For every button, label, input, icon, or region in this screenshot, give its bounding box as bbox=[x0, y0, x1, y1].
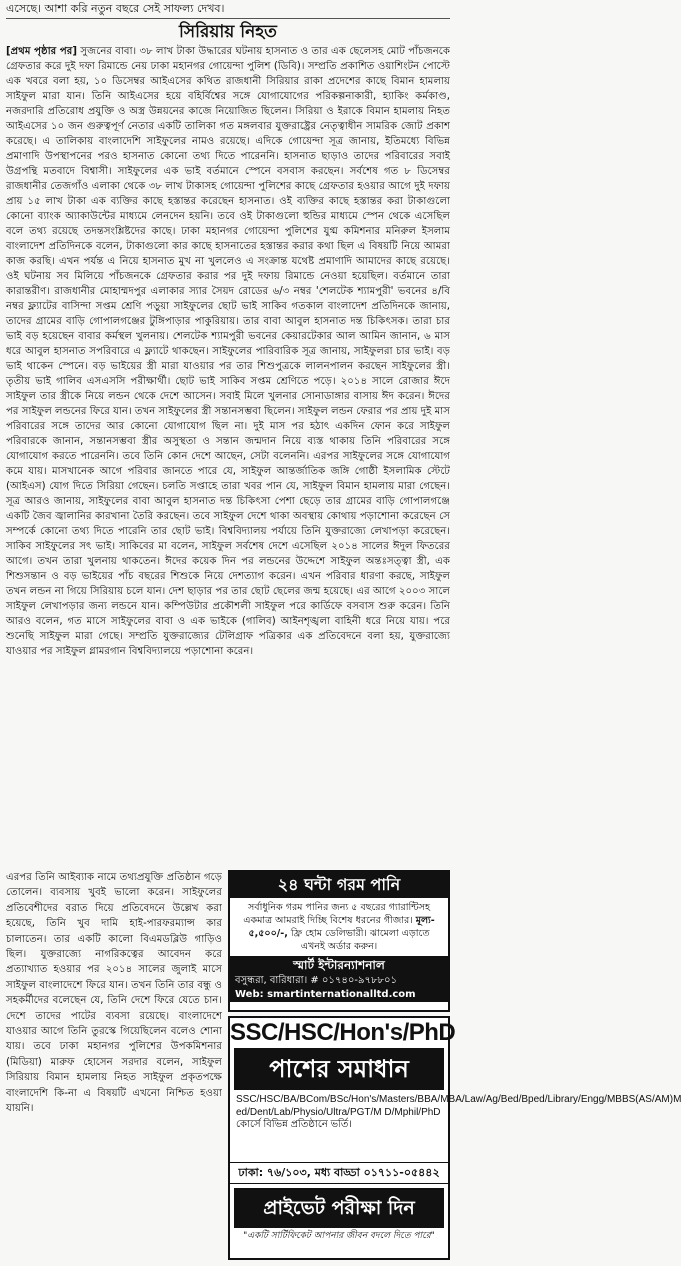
exam-ad-phone: ঢাকা: ৭৬/১০৩, মধ্য বাড্ডা ০১৭১১-০৫৪৪২ bbox=[230, 1162, 448, 1184]
ad-description bbox=[230, 898, 448, 956]
exam-ad-courses: SSC/HSC/BA/BCom/BSc/Hon's/Masters/BBA/MBA/Law/Ag/Bed/Bped/Library/Engg/MBBS(AS/AM)M ed/Dent/Lab/Physio/Ultra/PGT/M D/Mphil/PhD কোর্সে বিভিন্ন প্রতিষ্ঠানে ভর্তি। bbox=[236, 1094, 681, 1130]
ad-line-1: সর্বাধুনিক গরম পানির জন্য ৫ বছরের গ্যারান্টিসহ একমাত্র আমরাই দিচ্ছি বিশেষ ধরনের গীজার। bbox=[243, 902, 430, 926]
ad-address-phone: বসুন্ধরা, বারিধারা। # ০১৭৪০-৯৭৮৮০১ bbox=[230, 974, 448, 988]
article-paragraph-2: এরপর তিনি আইব্যাক নামে তথ্যপ্রযুক্তি প্রতিষ্ঠান গড়ে তোলেন। ব্যবসায় খুবই ভালো করেন। সাইফুলের প্রতিবেশীদের বরাত দিয়ে প্রতিবেদনে উল্লেখ করা হয়েছে, তিনি খুব দামি হাই-পারফরম্যান্স কার চালাতেন। তার একটি কালো বিএমডব্লিউ গাড়িও ছিল। যুক্তরাজ্যে নাগরিকত্বের আবেদন করে প্রত্যাখ্যাত হওয়ার পর ২০১৪ সালের জুলাই মাসে সাইফুল বাংলাদেশে ফিরে যান। তখন তিনি তার বন্ধু ও সহকর্মীদের বলেছেন যে, তিনি দেশে ফিরে যেতে চান। দেশে তাদের পাটের ব্যবসা রয়েছে। বাংলাদেশে যাওয়ার আগে তিনি তুরস্কে গিয়েছিলেন বলেও শোনা যায়। তবে ঢাকা মহানগর পুলিশের উপকমিশনার (মিডিয়া) মারুফ হোসেন সরদার বলেন, সাইফুল সিরিয়ায় বিমান হামলায় নিহত সাইফুল প্রকৃতপক্ষে বাংলাদেশি কি-না এ বিষয়টি এখনো নিশ্চিত হওয়া যায়নি। bbox=[6, 872, 222, 1115]
article-column bbox=[6, 870, 222, 1260]
article-body bbox=[6, 44, 450, 870]
exam-ad-slogan: "একটি সার্টিফিকেট আপনার জীবন বদলে দিতে পারে" bbox=[243, 1231, 435, 1241]
article-paragraph-text: সুজনের বাবা। ৩৮ লাখ টাকা উদ্ধারের ঘটনায় হাসনাত ও তার এক ছেলেসহ মোট পাঁচজনকে গ্রেফতার করে দুই দফা রিমান্ডে নেয় ঢাকা মহানগর গোয়েন্দা পুলিশ (ডিবি)। সম্প্রতি প্রকাশিত ওয়াশিংটন পোস্টে এক খবরে বলা হয়, ১০ ডিসেম্বর আইএসের কথিত রাজধানী সিরিয়ার রাকা প্রদেশের কাছে বিমান হামলায় সাইফুল মারা যান। তিনি আইএসের হয়ে বহির্বিশ্বের সঙ্গে যোগাযোগের পরিকল্পনাকারী, হ্যাকিং কর্মকাণ্ড, নজরদারি প্রতিরোধ প্রযুক্তি ও অস্ত্র উন্নয়নের কাজে নিয়োজিত ছিলেন। সিরিয়া ও ইরাকে বিমান হামলায় নিহত আইএসের ১০ জন গুরুত্বপূর্ণ নেতার একটি তালিকা গত মঙ্গলবার যুক্তরাষ্ট্রের নেতৃত্বাধীন সামরিক জোট প্রকাশ করেছে। এ তালিকায় বাংলাদেশি সাইফুলের নামও রয়েছে। এদিকে গোয়েন্দা সূত্র জানায়, ইতিমধ্যে বিভিন্ন প্রমাণাদি উপস্থাপনের পরও হাসনাত কোনো তথ্য দিতে পারেননি। হাসনাত ছাড়াও তাদের পরিবারের সবাই উগ্রপন্থি মতবাদে বিশ্বাসী। সাইফুলের এক ভাই বর্তমানে স্পেনে বসবাস করছেন। সর্বশেষ গত ৮ ডিসেম্বর রাজধানীর তেজগাঁও এলাকা থেকে ৩৮ লাখ টাকাসহ গোয়েন্দা পুলিশের কাছে গ্রেফতার হওয়ার আগে দুই দফায় প্রায় ১৫ লাখ টাকা এক ব্যক্তির কাছে হস্তান্তর করেছেন হাসনাত। ওই ব্যক্তির কাছে হস্তান্তর করা টাকাগুলো কোনো ব্যাংক অ্যাকাউন্টের মাধ্যমে লেনদেন হয়নি। তবে ওই টাকাগুলো হুন্ডির মাধ্যমে স্পেন থেকে এসেছিল বলে তথ্য রয়েছে তদন্তসংশ্লিষ্টদের কাছে। ঢাকা মহানগর গোয়েন্দা পুলিশের যুগ্ম কমিশনার মনিরুল ইসলাম বাংলাদেশ প্রতিদিনকে বলেন, টাকাগুলো কার কাছে হাসনাতের হস্তান্তর করার কথা ছিল এ বিষয়টি নিয়ে আমরা কাজ করছি। এখন পর্যন্ত এ নিয়ে হাসনাত মুখ না খুললেও এ সংক্রান্ত যথেষ্ট প্রমাণাদি আমাদের কাছে রয়েছে। ওই ঘটনায় সব মিলিয়ে পাঁচজনকে গ্রেফতার করার পর দুই দফায় রিমান্ডে নেওয়া হয়েছিল। বর্তমানে তারা কারান্তরীণ। রাজধানীর মোহাম্মদপুর এলাকার স্যার সৈয়দ রোডের ৬/৩ নম্বর 'শেলটেক শ্যামপুরী' ভবনের ৪/বি নম্বর ফ্ল্যাটের বাসিন্দা সপ্তম শ্রেণি পড়ুয়া সাইফুলের ছোট ভাই সাকিব গতকাল বাংলাদেশ প্রতিদিনকে জানায়, তাদের গ্রামের বাড়ি গোপালগঞ্জের টুঙ্গিপাড়ার পাকুরিয়ায়। তার বাবা আবুল হাসনাত দন্ত চিকিৎসক। তারা চার ভাই বড় হয়েছেন বাবার কর্মস্থল খুলনায়। শেলটেক শ্যামপুরী ভবনের কেয়ারটেকার আল আমিন জানান, ৬ মাস ধরে আবুল হাসনাত সপরিবারে এ ফ্ল্যাটে থাকছেন। সাইফুলের পারিবারিক সূত্র জানায়, সাইফুলরা চার ভাই। বড় ভাই থাকেন স্পেনে। বড় ভাইয়ের স্ত্রী মারা যাওয়ার পর তার শিশুপুত্রকে লালনপালন করছেন সাইফুলের স্ত্রী। তৃতীয় ভাই গালিব এসএসসি পরীক্ষার্থী। ছোট ভাই সাকিব সপ্তম শ্রেণিতে পড়ে। ২০১৪ সালে রোজার ঈদে সাইফুল তার স্ত্রীকে নিয়ে লন্ডন থেকে দেশে আসেন। সবাই মিলে খুলনার সোনাডাঙ্গার বাসায় ঈদ করেন। ঈদের পর সাইফুল লন্ডনের ফিরে যান। তখন সাইফুলের স্ত্রী সন্তানসম্ভবা ছিলেন। সাইফুল লন্ডন ফেরার পর প্রায় দুই মাস পরিবারের সঙ্গে তাদের আর কোনো যোগাযোগ ছিল না। দুই মাস পর হঠাৎ একদিন ফোন করে সাইফুল পরিবারকে জানান, সন্তানসম্ভবা স্ত্রীর অসুস্থতা ও সন্তান জন্মদান নিয়ে ব্যস্ত থাকায় তিনি পরিবারের সঙ্গে যোগাযোগ করতে পারেননি। তবে তিনি কোন দেশে আছেন, সেটা বলেননি। এরপর সাইফুলের সঙ্গে যোগাযোগ কমে যায়। মাসখানেক আগে পরিবার জানতে পারে যে, সাইফুল আন্তর্জাতিক জঙ্গি গোষ্ঠী ইসলামিক স্টেটে (আইএস) যোগ দিতে সিরিয়া গেছেন। চলতি সপ্তাহে তারা খবর পান যে, সাইফুল বিমান হামলায় মারা গেছেন। সূত্র আরও জানায়, সাইফুলের বাবা আবুল হাসনাত দন্ত চিকিৎসা পেশা ছেড়ে তার গ্রামের বাড়ি গোপালগঞ্জে একটি জৈব জ্বালানির কারখানা তৈরি করছেন। তবে সাইফুল দেশে থাকা অবস্থায় কোথায় পড়াশোনা করেছেন সে সম্পর্কে কোনো তথ্য দিতে পারেনি তার ছোট ভাই। বিশ্ববিদ্যালয় পর্যায়ে তিনি যুক্তরাজ্যে লেখাপড়া করেছেন। সাকিব সাইফুলের সৎ ভাই। সাকিবের মা বলেন, সাইফুল সর্বশেষ দেশে এসেছিল ২০১৪ সালের ঈদুল ফিতরের আগে। তখন তারা খুলনায় থাকতেন। ঈদের কয়েক দিন পর লন্ডনের উদ্দেশে সাইফুল অন্তঃসত্ত্বা স্ত্রী, এক শিশুসন্তান ও বড় ভাইয়ের পাঁচ বছরের শিশুকে নিয়ে দেশত্যাগ করেন। এখন পরিবার ধারণা করছে, সাইফুল তখন লন্ডন না গিয়ে সিরিয়ায় চলে যান। দেশ ছাড়ার পর তার ছোট ছেলের জন্ম হয়েছে। এর আগে ২০০৩ সালে সাইফুল লেখাপড়ার জন্য লন্ডনে যান। কম্পিউটার প্রকৌশলী সাইফুল পরে কার্ডিফে বসবাস শুরু করেন। তিনি আরও বলেন, গত মাসে সাইফুলের বাবা ও এক ভাইকে (গালিব) আইনশৃঙ্খলা বাহিনী ধরে নিয়ে যায়। পরে শুনেছি সাইফুল মারা গেছে। সম্প্রতি যুক্তরাজ্যের টেলিগ্রাফ পত্রিকার এক প্রতিবেদনে বলা হয়, যুক্তরাজ্যে যাওয়ার পর সাইফুল গ্লামরগান বিশ্ববিদ্যালয়ে পড়াশোনা করেন। bbox=[6, 46, 450, 657]
continued-marker: [প্রথম পৃষ্ঠার পর] bbox=[6, 46, 78, 57]
exam-ad bbox=[228, 1016, 681, 1260]
article-paragraph bbox=[6, 44, 450, 659]
ad-brand: স্মার্ট ইন্টারন্যাশনাল bbox=[230, 956, 448, 974]
ad-title: ২৪ ঘন্টা গরম পানি bbox=[230, 872, 448, 898]
article-headline: সিরিয়ায় নিহত bbox=[179, 22, 277, 42]
exam-ad-solution: পাশের সমাধান bbox=[234, 1048, 444, 1090]
previous-article-tail: এসেছে। আশা করি নতুন বছরে সেই সাফল্য দেখব। bbox=[6, 0, 450, 19]
exam-ad-heading: SSC/HSC/Hon's/PhD bbox=[230, 1019, 456, 1046]
water-heater-ad bbox=[228, 870, 450, 1012]
exam-ad-private-exam: প্রাইভেট পরীক্ষা দিন bbox=[234, 1188, 444, 1228]
ad-price: মূল্য- ৫,৫০০/-, bbox=[248, 915, 435, 939]
ad-line-2: ফ্রি হোম ডেলিভারী। ঝামেলা এড়াতে এখনই অর্ডার করুন। bbox=[290, 928, 430, 952]
ad-website: Web: smartinternationalltd.com bbox=[230, 988, 448, 1002]
